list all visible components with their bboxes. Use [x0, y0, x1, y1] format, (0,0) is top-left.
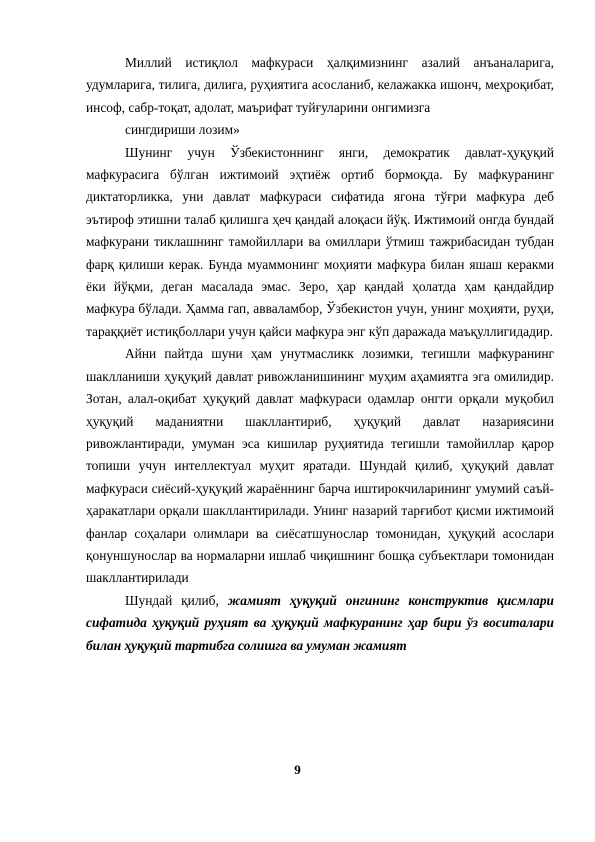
paragraph-2: Шунинг учун Ўзбекистоннинг янги, демократик давлат-ҳуқуқий мафкурасига бўлган ижтимоий эҳтиёж ортиб бормоқда. Бу мафкуранинг диктаторликка, уни давлат мафкураси сифатида ягона тўғри мафкура деб эътироф этишни талаб қилишга ҳеч қандай алоқаси йўқ. Ижтимоий онгда бундай мафкурани тиклашнинг тамойиллари ва омиллари ўтмиш тажрибасидан тубдан фарқ қилиши керак. Бунда муаммонинг моҳияти мафкура билан яшаш керакми ёки йўқми, деган масалада эмас. Зеро, ҳар қандай ҳолатда ҳам қандайдир мафкура бўлади. Ҳамма гап, авваламбор, Ўзбекистон учун, унинг моҳияти, руҳи, тараққиёт истиқболлари учун қайси мафкура энг кўп даражада маъқуллигидадир. [86, 144, 554, 339]
paragraph-4 [86, 590, 554, 657]
page-number: 9 [294, 762, 301, 777]
paragraph-1-continuation: сингдириши лозим» [125, 122, 240, 138]
paragraph-4-emphasis: жамият ҳуқуқий онгининг конструктив қисмлари сифатида ҳуқуқий руҳият ва ҳуқуқий мафкуранинг ҳар бири ўз воситалари билан ҳуқуқий тартибга солишга ва умуман жамият [86, 592, 555, 653]
paragraph-3: Айни пайтда шуни ҳам унутмасликк лозимки, тегишли мафкуранинг шаклланиши ҳуқуқий давлат ривожланишининг муҳим аҳамиятга эга омилидир. Зотан, алал-оқибат ҳуқуқий давлат мафкураси одамлар онгги орқали муқобил ҳуқуқий маданиятни шакллантириб, ҳуқуқий давлат назариясини ривожлантиради, умуман эса кишилар руҳиятида тегишли тамойиллар қарор топиши учун интеллектуал муҳит яратади. Шундай қилиб, ҳуқуқий давлат мафкураси сиёсий-ҳуқуқий жараённинг барча иштирокчиларининг умумий саъй-ҳаракатлари орқали шакллантирилади. Унинг назарий тарғибот қисми ижтимоий фанлар соҳалари олимлари ва сиёсатшунослар томонидан, ҳуқуқий асослари қонуншунослар ва нормаларни ишлаб чиқишнинг бошқа субъектлари томонидан шакллантирилади [86, 346, 554, 586]
page-body [86, 52, 554, 657]
paragraph-1: Миллий истиқлол мафкураси ҳалқимизнинг азалий анъаналарига, удумларига, тилига, дилига, руҳиятига асосланиб, келажакка ишонч, меҳроқибат, инсоф, сабр-тоқат, адолат, маърифат туйғуларини онгимизга [86, 55, 554, 115]
paragraph-4-lead: Шундай қилиб, [125, 592, 228, 608]
